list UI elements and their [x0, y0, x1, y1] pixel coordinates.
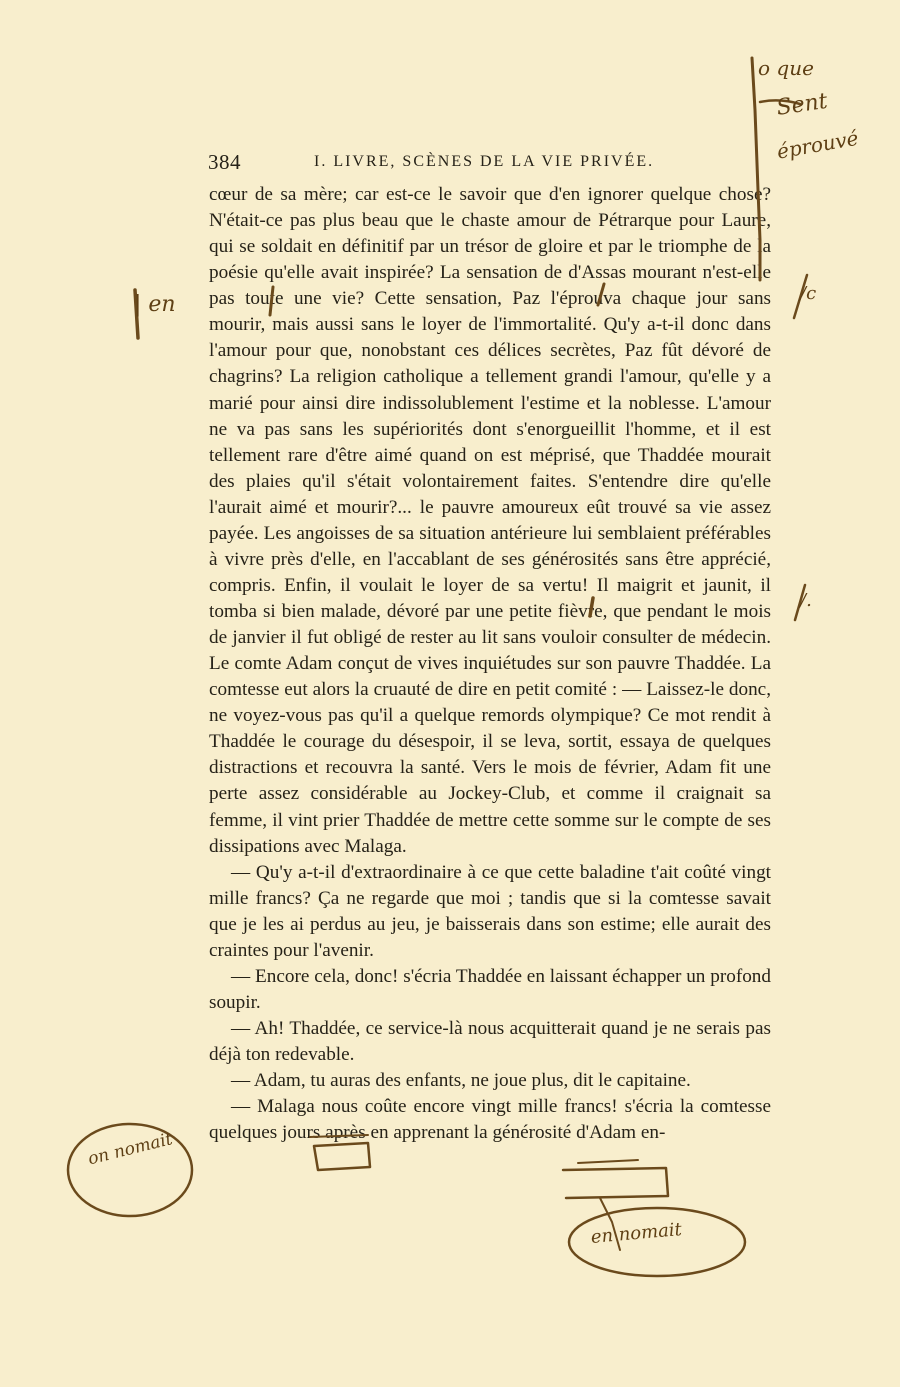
paragraph: cœur de sa mère; car est-ce le savoir que d'en ignorer quelque chose? N'était-ce pas plus beau que le chaste amour de Pétrarque pour Laure, qui se soldait en définitif par un trésor de gloire et par le triomphe de la poésie qu'elle avait inspirée? La sensation de d'Assas mourant n'est-elle pas toute une vie? Cette sensation, Paz l'éprouva chaque jour sans mourir, mais aussi sans le loyer de l'immortalité. Qu'y a-t-il donc dans l'amour pour que, nonobstant ces délices secrètes, Paz fût dévoré de chagrins? La religion catholique a tellement grandi l'amour, qu'elle y a marié pour ainsi dire indissolublement l'estime et la noblesse. L'amour ne va pas sans les supériorités dont s'enorgueillit l'homme, et il est tellement rare d'être aimé quand on est méprisé, que Thaddée mourait des plaies qu'il s'était volontairement faites. S'entendre dire qu'elle l'aurait aimé et mourir?... le pauvre amoureux eût trouvé sa vie assez payée. Les angoisses de sa situation antérieure lui semblaient préférables à vivre près d'elle, en l'accablant de ses générosités sans être apprécié, compris. Enfin, il voulait le loyer de sa vertu! Il maigrit et jaunit, il tomba si bien malade, dévoré par une petite fièvre, que pendant le mois de janvier il fut obligé de rester au lit sans vouloir consulter de médecin. Le comte Adam conçut de vives inquiétudes sur son pauvre Thaddée. La comtesse eut alors la cruauté de dire en petit comité : — Laissez-le donc, ne voyez-vous pas qu'il a quelque remords olympique? Ce mot rendit à Thaddée le courage du désespoir, il se leva, sortit, essaya de quelques distractions et recouvra la santé. Vers le mois de février, Adam fit une perte assez considérable au Jockey-Club, et comme il craignait sa femme, il vint prier Thaddée de mettre cette somme sur le compte de ses dissipations avec Malaga.: [209, 184, 771, 857]
margin-note-top-3: éprouvé: [775, 125, 861, 164]
paragraph: — Malaga nous coûte encore vingt mille francs! s'écria la comtesse quelques jours après en apprenant la générosité d'Adam en-: [209, 1096, 771, 1144]
margin-note-circled-bottom: en nomait: [590, 1219, 683, 1248]
paragraph: — Encore cela, donc! s'écria Thaddée en laissant échapper un profond soupir.: [209, 965, 771, 1013]
margin-note-circled-left: on nomait: [86, 1129, 175, 1170]
page-header: [208, 150, 773, 180]
word-box: [563, 1168, 668, 1198]
paragraph: — Qu'y a-t-il d'extraordinaire à ce que cette baladine t'ait coûté vingt mille francs? Ça ne regarde que moi ; tandis que si la comtesse savait que je les ai perdus au jeu, je baisserais dans son estime; elle aurait des craintes pour l'avenir.: [209, 861, 771, 961]
paragraph: — Ah! Thaddée, ce service-là nous acquitterait quand je ne serais pas déjà ton redevable.: [209, 1018, 771, 1066]
paragraph: — Adam, tu auras des enfants, ne joue plus, dit le capitaine.: [231, 1070, 691, 1092]
margin-note-top-2: Sent: [775, 88, 830, 121]
margin-note-slash-c: /c: [800, 283, 817, 304]
word-box: [314, 1143, 370, 1170]
margin-note-left: | en: [134, 292, 176, 317]
body-text: [209, 182, 771, 1146]
running-title: I. LIVRE, SCÈNES DE LA VIE PRIVÉE.: [314, 153, 655, 170]
page-number: 384: [208, 150, 241, 174]
margin-note-top-1: o que: [758, 56, 814, 80]
underline: [578, 1160, 638, 1163]
margin-note-slash-dot: /.: [800, 590, 812, 611]
